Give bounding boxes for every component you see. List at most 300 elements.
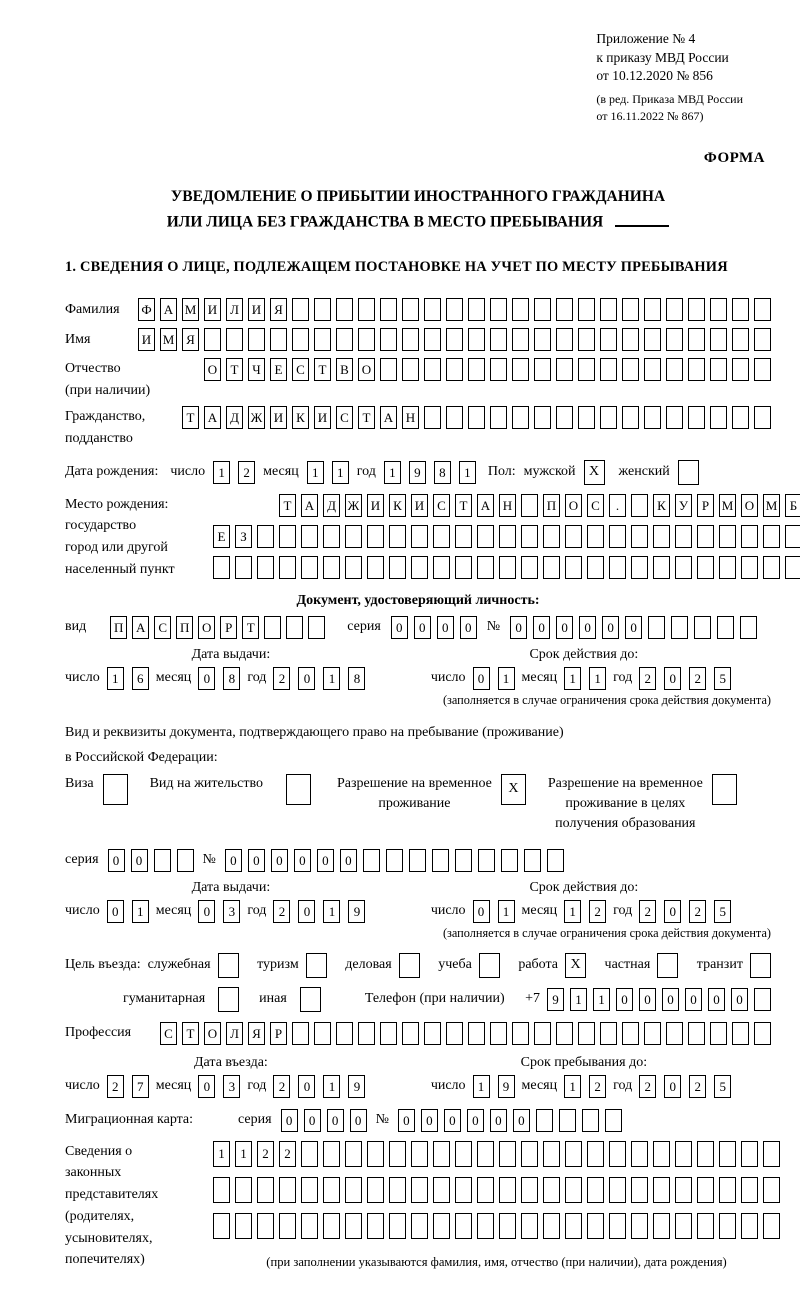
char-cell[interactable] bbox=[512, 298, 529, 321]
char-cell[interactable] bbox=[314, 298, 331, 321]
char-cell[interactable] bbox=[631, 1177, 648, 1203]
citizenship-cells[interactable] bbox=[182, 406, 771, 429]
char-cell[interactable]: А bbox=[380, 406, 397, 429]
char-cell[interactable] bbox=[389, 1213, 406, 1239]
char-cell[interactable]: 0 bbox=[248, 849, 265, 872]
char-cell[interactable] bbox=[279, 1213, 296, 1239]
char-cell[interactable] bbox=[468, 328, 485, 351]
char-cell[interactable]: 9 bbox=[348, 900, 365, 923]
char-cell[interactable] bbox=[292, 298, 309, 321]
char-cell[interactable] bbox=[455, 1213, 472, 1239]
identity-issue-year-cells[interactable] bbox=[273, 667, 365, 690]
residence-issue-year-cells[interactable] bbox=[273, 900, 365, 923]
char-cell[interactable]: 0 bbox=[664, 900, 681, 923]
char-cell[interactable]: О bbox=[204, 1022, 221, 1045]
char-cell[interactable]: К bbox=[389, 494, 406, 517]
migration-card-series-cells[interactable] bbox=[281, 1109, 367, 1132]
char-cell[interactable]: 0 bbox=[625, 616, 642, 639]
char-cell[interactable]: М bbox=[719, 494, 736, 517]
char-cell[interactable]: 2 bbox=[639, 667, 656, 690]
char-cell[interactable] bbox=[710, 1022, 727, 1045]
char-cell[interactable] bbox=[380, 328, 397, 351]
char-cell[interactable] bbox=[582, 1109, 599, 1132]
char-cell[interactable]: 0 bbox=[198, 667, 215, 690]
char-cell[interactable] bbox=[719, 1177, 736, 1203]
identity-issue-day-cells[interactable] bbox=[107, 667, 149, 690]
char-cell[interactable] bbox=[301, 1177, 318, 1203]
char-cell[interactable] bbox=[433, 556, 450, 579]
char-cell[interactable] bbox=[292, 1022, 309, 1045]
char-cell[interactable]: 0 bbox=[198, 900, 215, 923]
char-cell[interactable]: И bbox=[314, 406, 331, 429]
char-cell[interactable] bbox=[204, 328, 221, 351]
char-cell[interactable] bbox=[644, 358, 661, 381]
char-cell[interactable] bbox=[697, 1213, 714, 1239]
char-cell[interactable] bbox=[666, 1022, 683, 1045]
birth-place-cells-row3[interactable] bbox=[213, 556, 800, 579]
char-cell[interactable] bbox=[409, 849, 426, 872]
char-cell[interactable]: А bbox=[160, 298, 177, 321]
char-cell[interactable]: 1 bbox=[498, 667, 515, 690]
char-cell[interactable] bbox=[587, 525, 604, 548]
char-cell[interactable] bbox=[345, 1213, 362, 1239]
char-cell[interactable] bbox=[292, 328, 309, 351]
char-cell[interactable]: 1 bbox=[593, 988, 610, 1011]
char-cell[interactable]: Р bbox=[697, 494, 714, 517]
char-cell[interactable] bbox=[719, 525, 736, 548]
char-cell[interactable]: 0 bbox=[533, 616, 550, 639]
char-cell[interactable] bbox=[605, 1109, 622, 1132]
char-cell[interactable]: 0 bbox=[421, 1109, 438, 1132]
char-cell[interactable] bbox=[490, 1022, 507, 1045]
char-cell[interactable] bbox=[389, 1177, 406, 1203]
char-cell[interactable] bbox=[257, 525, 274, 548]
char-cell[interactable]: 1 bbox=[564, 900, 581, 923]
char-cell[interactable]: М bbox=[182, 298, 199, 321]
char-cell[interactable] bbox=[358, 328, 375, 351]
char-cell[interactable] bbox=[446, 298, 463, 321]
char-cell[interactable]: 3 bbox=[223, 900, 240, 923]
purpose-tourism-checkbox[interactable] bbox=[306, 953, 327, 978]
char-cell[interactable] bbox=[732, 1022, 749, 1045]
char-cell[interactable] bbox=[411, 525, 428, 548]
char-cell[interactable] bbox=[336, 298, 353, 321]
birth-day-cells[interactable] bbox=[213, 461, 255, 484]
char-cell[interactable]: 2 bbox=[689, 1075, 706, 1098]
char-cell[interactable]: 1 bbox=[213, 1141, 230, 1167]
char-cell[interactable]: 1 bbox=[564, 667, 581, 690]
char-cell[interactable] bbox=[785, 556, 800, 579]
char-cell[interactable]: 1 bbox=[323, 667, 340, 690]
identity-doc-series-cells[interactable] bbox=[391, 616, 477, 639]
char-cell[interactable]: 7 bbox=[132, 1075, 149, 1098]
char-cell[interactable] bbox=[543, 556, 560, 579]
char-cell[interactable] bbox=[455, 525, 472, 548]
char-cell[interactable] bbox=[565, 1213, 582, 1239]
char-cell[interactable]: С bbox=[160, 1022, 177, 1045]
char-cell[interactable] bbox=[367, 556, 384, 579]
char-cell[interactable] bbox=[314, 1022, 331, 1045]
char-cell[interactable] bbox=[468, 1022, 485, 1045]
char-cell[interactable] bbox=[543, 1213, 560, 1239]
char-cell[interactable]: А bbox=[132, 616, 149, 639]
char-cell[interactable]: 0 bbox=[556, 616, 573, 639]
char-cell[interactable] bbox=[697, 525, 714, 548]
char-cell[interactable] bbox=[675, 556, 692, 579]
char-cell[interactable] bbox=[547, 849, 564, 872]
char-cell[interactable]: 0 bbox=[108, 849, 125, 872]
char-cell[interactable]: С bbox=[587, 494, 604, 517]
char-cell[interactable]: 0 bbox=[414, 616, 431, 639]
char-cell[interactable] bbox=[402, 298, 419, 321]
char-cell[interactable] bbox=[666, 406, 683, 429]
char-cell[interactable] bbox=[763, 1177, 780, 1203]
char-cell[interactable] bbox=[235, 556, 252, 579]
residence-valid-year-cells[interactable] bbox=[639, 900, 731, 923]
char-cell[interactable] bbox=[741, 525, 758, 548]
char-cell[interactable] bbox=[286, 616, 303, 639]
identity-valid-year-cells[interactable] bbox=[639, 667, 731, 690]
char-cell[interactable] bbox=[578, 358, 595, 381]
char-cell[interactable] bbox=[336, 328, 353, 351]
char-cell[interactable]: 1 bbox=[498, 900, 515, 923]
char-cell[interactable]: 0 bbox=[510, 616, 527, 639]
char-cell[interactable]: О bbox=[358, 358, 375, 381]
char-cell[interactable] bbox=[741, 1213, 758, 1239]
purpose-humanitarian-checkbox[interactable] bbox=[218, 987, 239, 1012]
char-cell[interactable] bbox=[732, 406, 749, 429]
char-cell[interactable] bbox=[732, 358, 749, 381]
char-cell[interactable] bbox=[710, 358, 727, 381]
char-cell[interactable] bbox=[688, 358, 705, 381]
char-cell[interactable]: 1 bbox=[323, 900, 340, 923]
char-cell[interactable]: 1 bbox=[323, 1075, 340, 1098]
char-cell[interactable] bbox=[499, 1213, 516, 1239]
char-cell[interactable] bbox=[248, 328, 265, 351]
char-cell[interactable] bbox=[301, 1213, 318, 1239]
char-cell[interactable] bbox=[521, 1213, 538, 1239]
char-cell[interactable]: 5 bbox=[714, 900, 731, 923]
char-cell[interactable] bbox=[154, 849, 171, 872]
char-cell[interactable]: 2 bbox=[689, 667, 706, 690]
char-cell[interactable] bbox=[389, 556, 406, 579]
char-cell[interactable]: 2 bbox=[639, 1075, 656, 1098]
char-cell[interactable] bbox=[367, 1177, 384, 1203]
char-cell[interactable]: И bbox=[270, 406, 287, 429]
identity-valid-day-cells[interactable] bbox=[473, 667, 515, 690]
char-cell[interactable] bbox=[675, 1177, 692, 1203]
char-cell[interactable]: 0 bbox=[513, 1109, 530, 1132]
char-cell[interactable] bbox=[763, 1213, 780, 1239]
char-cell[interactable] bbox=[666, 328, 683, 351]
char-cell[interactable]: 2 bbox=[238, 461, 255, 484]
char-cell[interactable] bbox=[446, 328, 463, 351]
char-cell[interactable]: Я bbox=[182, 328, 199, 351]
char-cell[interactable] bbox=[279, 556, 296, 579]
char-cell[interactable]: 0 bbox=[298, 667, 315, 690]
char-cell[interactable] bbox=[433, 525, 450, 548]
char-cell[interactable] bbox=[732, 328, 749, 351]
char-cell[interactable]: 0 bbox=[298, 1075, 315, 1098]
char-cell[interactable]: 0 bbox=[708, 988, 725, 1011]
char-cell[interactable]: 0 bbox=[327, 1109, 344, 1132]
char-cell[interactable] bbox=[556, 406, 573, 429]
char-cell[interactable]: Т bbox=[182, 1022, 199, 1045]
char-cell[interactable]: Б bbox=[785, 494, 800, 517]
char-cell[interactable]: 0 bbox=[460, 616, 477, 639]
residence-issue-month-cells[interactable] bbox=[198, 900, 240, 923]
identity-issue-month-cells[interactable] bbox=[198, 667, 240, 690]
char-cell[interactable] bbox=[763, 556, 780, 579]
char-cell[interactable]: А bbox=[477, 494, 494, 517]
char-cell[interactable]: 9 bbox=[348, 1075, 365, 1098]
char-cell[interactable] bbox=[424, 406, 441, 429]
char-cell[interactable]: 0 bbox=[579, 616, 596, 639]
char-cell[interactable]: 0 bbox=[664, 667, 681, 690]
char-cell[interactable] bbox=[741, 1177, 758, 1203]
char-cell[interactable]: 0 bbox=[281, 1109, 298, 1132]
char-cell[interactable]: Т bbox=[182, 406, 199, 429]
char-cell[interactable]: 1 bbox=[107, 667, 124, 690]
char-cell[interactable] bbox=[477, 525, 494, 548]
char-cell[interactable]: 0 bbox=[298, 900, 315, 923]
char-cell[interactable] bbox=[512, 406, 529, 429]
char-cell[interactable]: 1 bbox=[384, 461, 401, 484]
char-cell[interactable]: 1 bbox=[564, 1075, 581, 1098]
char-cell[interactable]: А bbox=[204, 406, 221, 429]
char-cell[interactable]: 2 bbox=[107, 1075, 124, 1098]
char-cell[interactable]: В bbox=[336, 358, 353, 381]
char-cell[interactable]: Т bbox=[279, 494, 296, 517]
char-cell[interactable]: 0 bbox=[490, 1109, 507, 1132]
purpose-business-checkbox[interactable] bbox=[399, 953, 420, 978]
char-cell[interactable] bbox=[622, 358, 639, 381]
char-cell[interactable] bbox=[521, 556, 538, 579]
char-cell[interactable]: 0 bbox=[467, 1109, 484, 1132]
char-cell[interactable]: 0 bbox=[664, 1075, 681, 1098]
char-cell[interactable]: 2 bbox=[589, 900, 606, 923]
char-cell[interactable] bbox=[512, 358, 529, 381]
char-cell[interactable] bbox=[763, 525, 780, 548]
char-cell[interactable] bbox=[666, 298, 683, 321]
char-cell[interactable] bbox=[543, 525, 560, 548]
char-cell[interactable] bbox=[565, 1177, 582, 1203]
char-cell[interactable] bbox=[688, 298, 705, 321]
identity-valid-month-cells[interactable] bbox=[564, 667, 606, 690]
char-cell[interactable]: 2 bbox=[689, 900, 706, 923]
char-cell[interactable]: Т bbox=[226, 358, 243, 381]
char-cell[interactable] bbox=[631, 556, 648, 579]
char-cell[interactable] bbox=[671, 616, 688, 639]
char-cell[interactable] bbox=[270, 328, 287, 351]
char-cell[interactable] bbox=[402, 1022, 419, 1045]
char-cell[interactable] bbox=[433, 1177, 450, 1203]
char-cell[interactable] bbox=[363, 849, 380, 872]
char-cell[interactable] bbox=[754, 328, 771, 351]
char-cell[interactable] bbox=[675, 525, 692, 548]
char-cell[interactable] bbox=[411, 1177, 428, 1203]
char-cell[interactable]: 1 bbox=[473, 1075, 490, 1098]
char-cell[interactable] bbox=[556, 298, 573, 321]
char-cell[interactable]: Ж bbox=[248, 406, 265, 429]
char-cell[interactable] bbox=[565, 556, 582, 579]
phone-cells[interactable] bbox=[547, 988, 771, 1011]
char-cell[interactable] bbox=[521, 525, 538, 548]
char-cell[interactable] bbox=[323, 525, 340, 548]
char-cell[interactable]: П bbox=[176, 616, 193, 639]
given-name-cells[interactable] bbox=[138, 328, 771, 351]
char-cell[interactable] bbox=[732, 298, 749, 321]
char-cell[interactable] bbox=[477, 1177, 494, 1203]
entry-day-cells[interactable] bbox=[107, 1075, 149, 1098]
char-cell[interactable]: Е bbox=[270, 358, 287, 381]
char-cell[interactable]: 5 bbox=[714, 1075, 731, 1098]
char-cell[interactable] bbox=[543, 1177, 560, 1203]
residence-permit-checkbox[interactable] bbox=[286, 774, 311, 805]
char-cell[interactable]: 0 bbox=[731, 988, 748, 1011]
char-cell[interactable]: 0 bbox=[437, 616, 454, 639]
char-cell[interactable] bbox=[600, 298, 617, 321]
temp-permit-checkbox[interactable]: X bbox=[501, 774, 526, 805]
char-cell[interactable]: Ч bbox=[248, 358, 265, 381]
char-cell[interactable] bbox=[424, 1022, 441, 1045]
char-cell[interactable] bbox=[213, 1177, 230, 1203]
char-cell[interactable] bbox=[367, 1213, 384, 1239]
representatives-cells-row3[interactable] bbox=[213, 1213, 780, 1239]
char-cell[interactable]: О bbox=[565, 494, 582, 517]
char-cell[interactable] bbox=[499, 525, 516, 548]
char-cell[interactable] bbox=[446, 406, 463, 429]
char-cell[interactable] bbox=[556, 328, 573, 351]
char-cell[interactable]: М bbox=[763, 494, 780, 517]
char-cell[interactable]: П bbox=[543, 494, 560, 517]
char-cell[interactable] bbox=[213, 1213, 230, 1239]
char-cell[interactable]: С bbox=[292, 358, 309, 381]
char-cell[interactable] bbox=[455, 849, 472, 872]
char-cell[interactable] bbox=[424, 328, 441, 351]
char-cell[interactable] bbox=[740, 616, 757, 639]
char-cell[interactable]: Л bbox=[226, 1022, 243, 1045]
char-cell[interactable]: Т bbox=[314, 358, 331, 381]
char-cell[interactable] bbox=[600, 328, 617, 351]
char-cell[interactable] bbox=[301, 525, 318, 548]
char-cell[interactable] bbox=[358, 1022, 375, 1045]
char-cell[interactable] bbox=[719, 556, 736, 579]
char-cell[interactable] bbox=[578, 406, 595, 429]
char-cell[interactable] bbox=[345, 525, 362, 548]
char-cell[interactable] bbox=[345, 1177, 362, 1203]
patronymic-cells[interactable] bbox=[204, 358, 771, 381]
char-cell[interactable]: 0 bbox=[317, 849, 334, 872]
char-cell[interactable]: Н bbox=[402, 406, 419, 429]
char-cell[interactable]: 5 bbox=[714, 667, 731, 690]
stay-month-cells[interactable] bbox=[564, 1075, 606, 1098]
char-cell[interactable]: И bbox=[138, 328, 155, 351]
char-cell[interactable] bbox=[653, 556, 670, 579]
char-cell[interactable]: С bbox=[154, 616, 171, 639]
char-cell[interactable]: 0 bbox=[350, 1109, 367, 1132]
char-cell[interactable] bbox=[308, 616, 325, 639]
char-cell[interactable]: 8 bbox=[434, 461, 451, 484]
purpose-study-checkbox[interactable] bbox=[479, 953, 500, 978]
char-cell[interactable] bbox=[389, 525, 406, 548]
char-cell[interactable] bbox=[501, 849, 518, 872]
char-cell[interactable]: Т bbox=[242, 616, 259, 639]
char-cell[interactable] bbox=[644, 298, 661, 321]
char-cell[interactable] bbox=[380, 358, 397, 381]
char-cell[interactable] bbox=[512, 328, 529, 351]
char-cell[interactable]: 0 bbox=[340, 849, 357, 872]
char-cell[interactable] bbox=[754, 988, 771, 1011]
char-cell[interactable] bbox=[257, 1177, 274, 1203]
char-cell[interactable]: 1 bbox=[332, 461, 349, 484]
char-cell[interactable] bbox=[534, 406, 551, 429]
char-cell[interactable] bbox=[631, 494, 648, 517]
identity-doc-number-cells[interactable] bbox=[510, 616, 757, 639]
char-cell[interactable] bbox=[521, 494, 538, 517]
char-cell[interactable] bbox=[534, 1022, 551, 1045]
char-cell[interactable]: Р bbox=[220, 616, 237, 639]
char-cell[interactable]: Т bbox=[455, 494, 472, 517]
char-cell[interactable]: 0 bbox=[225, 849, 242, 872]
char-cell[interactable] bbox=[653, 525, 670, 548]
char-cell[interactable] bbox=[609, 1177, 626, 1203]
char-cell[interactable] bbox=[710, 406, 727, 429]
char-cell[interactable]: 9 bbox=[547, 988, 564, 1011]
char-cell[interactable]: 0 bbox=[639, 988, 656, 1011]
char-cell[interactable]: С bbox=[433, 494, 450, 517]
char-cell[interactable] bbox=[754, 358, 771, 381]
entry-year-cells[interactable] bbox=[273, 1075, 365, 1098]
char-cell[interactable] bbox=[455, 1177, 472, 1203]
char-cell[interactable] bbox=[587, 1213, 604, 1239]
char-cell[interactable]: 0 bbox=[391, 616, 408, 639]
birth-place-cells-row2[interactable] bbox=[213, 525, 800, 548]
char-cell[interactable]: 0 bbox=[398, 1109, 415, 1132]
purpose-transit-checkbox[interactable] bbox=[750, 953, 771, 978]
char-cell[interactable] bbox=[512, 1022, 529, 1045]
char-cell[interactable] bbox=[600, 358, 617, 381]
profession-cells[interactable] bbox=[160, 1022, 771, 1045]
char-cell[interactable] bbox=[697, 556, 714, 579]
char-cell[interactable] bbox=[380, 1022, 397, 1045]
char-cell[interactable]: С bbox=[336, 406, 353, 429]
char-cell[interactable] bbox=[644, 1022, 661, 1045]
char-cell[interactable]: 1 bbox=[589, 667, 606, 690]
char-cell[interactable]: 2 bbox=[273, 667, 290, 690]
char-cell[interactable] bbox=[717, 616, 734, 639]
char-cell[interactable]: И bbox=[367, 494, 384, 517]
char-cell[interactable] bbox=[622, 298, 639, 321]
char-cell[interactable] bbox=[600, 406, 617, 429]
char-cell[interactable]: 2 bbox=[639, 900, 656, 923]
char-cell[interactable]: О bbox=[741, 494, 758, 517]
char-cell[interactable] bbox=[697, 1177, 714, 1203]
char-cell[interactable]: 9 bbox=[409, 461, 426, 484]
char-cell[interactable]: Н bbox=[499, 494, 516, 517]
char-cell[interactable] bbox=[710, 298, 727, 321]
char-cell[interactable]: У bbox=[675, 494, 692, 517]
char-cell[interactable] bbox=[264, 616, 281, 639]
char-cell[interactable]: 1 bbox=[132, 900, 149, 923]
char-cell[interactable] bbox=[666, 358, 683, 381]
char-cell[interactable]: 0 bbox=[304, 1109, 321, 1132]
residence-valid-month-cells[interactable] bbox=[564, 900, 606, 923]
char-cell[interactable]: Д bbox=[323, 494, 340, 517]
char-cell[interactable]: Я bbox=[248, 1022, 265, 1045]
char-cell[interactable] bbox=[336, 1022, 353, 1045]
char-cell[interactable] bbox=[631, 1213, 648, 1239]
